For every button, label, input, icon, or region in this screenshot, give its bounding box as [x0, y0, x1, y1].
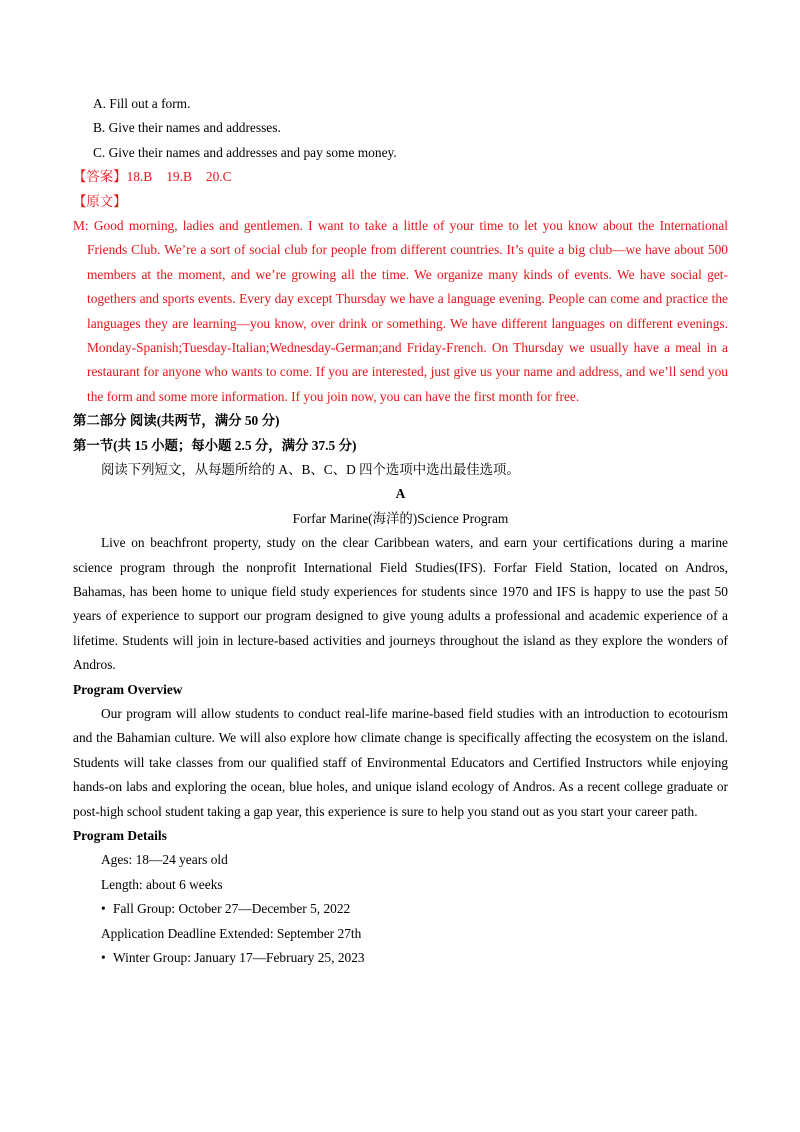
overview-heading: Program Overview: [73, 681, 183, 697]
document-page: [73, 92, 728, 970]
answer-20: 20.C: [205, 169, 232, 185]
details-length: Length: about 6 weeks: [101, 876, 223, 892]
winter-group-text: Winter Group: January 17—February 25, 2023: [113, 949, 365, 965]
transcript-text: M: Good morning, ladies and gentlemen. I want to take a little of your time to let you know about the International Friends Club. We’re a sort of social club for people from different countries. It’s quite a big club—we have about 500 members at the moment, and we’re growing all the time. We organize many kinds of events. We have social get-togethers and sports events. Every day except Thursday we have a language evening. People can come and practice the languages they are learning—you know, over drink or something. We have different languages on different evenings. Monday-Spanish;Tuesday-Italian;Wednesday-German;and Friday-French. On Thursday we usually have a meal in a restaurant for anyone who wants to come. If you are interested, just give us your name and address, and we’ll send you the form and some more information. If you join now, you can have the first month for free.: [73, 217, 728, 404]
part-heading: 第二部分 阅读(共两节，满分 50 分): [73, 413, 280, 429]
passage-intro: Live on beachfront property, study on the clear Caribbean waters, and earn your certifications during a marine science program through the nonprofit International Field Studies(IFS). Forfar Field Station, located on Andros, Bahamas, has been home to unique field study experiences for students since 1970 and IFS is happy to use the past 50 years of experience to support our program designed to give young adults a professional and academic experience of a lifetime. Students will join in lecture-based activities and journeys throughout the island as they explore the wonders of Andros.: [73, 535, 728, 673]
instruction: 阅读下列短文，从每题所给的 A、B、C、D 四个选项中选出最佳选项。: [101, 461, 520, 477]
option-a: A. Fill out a form.: [93, 96, 191, 111]
bullet-icon: •: [101, 901, 106, 917]
bullet-icon: •: [101, 949, 106, 965]
details-ages: Ages: 18—24 years old: [101, 852, 228, 868]
option-c: C. Give their names and addresses and pay some money.: [93, 144, 397, 160]
answer-label: 【答案】: [73, 169, 127, 185]
fall-group-text: Fall Group: October 27—December 5, 2022: [113, 901, 351, 917]
section-heading: 第一节(共 15 小题；每小题 2.5 分，满分 37.5 分): [73, 437, 357, 453]
transcript-label: 【原文】: [73, 193, 127, 209]
details-deadline: Application Deadline Extended: September 27th: [101, 925, 362, 941]
answer-line: [73, 165, 728, 189]
passage-title: Forfar Marine(海洋的)Science Program: [292, 510, 509, 526]
answer-18: 18.B: [126, 169, 153, 185]
passage-letter: A: [395, 486, 406, 502]
answer-19: 19.B: [166, 169, 192, 185]
details-heading: Program Details: [73, 828, 167, 844]
details-winter-group: [73, 946, 728, 970]
option-b: B. Give their names and addresses.: [93, 120, 281, 136]
details-fall-group: [73, 897, 728, 921]
overview-paragraph: Our program will allow students to conduct real-life marine-based field studies with an introduction to ecotourism and the Bahamian culture. We will also explore how climate change is specifically affecting the ecosystem on the island. Students will take classes from our qualified staff of Environmental Educators and Certified Instructors while enjoying hands-on labs and exploring the ocean, blue holes, and unique island ecology of Andros. As a recent college graduate or post-high school student taking a gap year, this experience is sure to help you stand out as you start your career path.: [73, 705, 728, 819]
